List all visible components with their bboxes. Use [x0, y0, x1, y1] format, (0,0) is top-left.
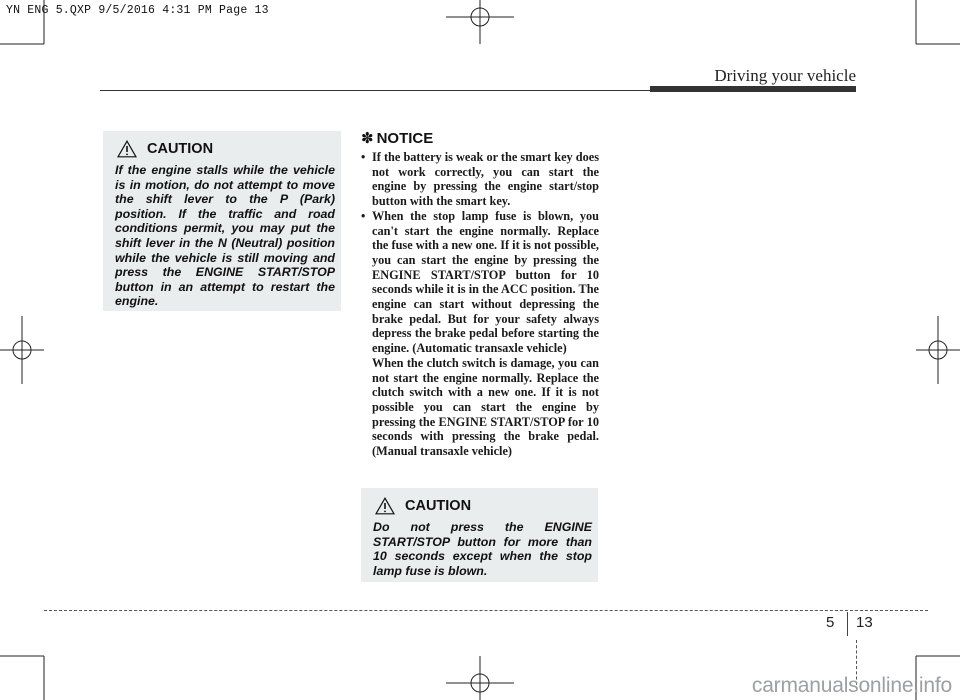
caution-label: CAUTION — [147, 141, 214, 157]
caution-box-stall — [103, 131, 341, 311]
notice-mark: ✽ — [361, 129, 374, 147]
caution-text: If the engine stalls while the vehicle is in motion, do not attempt to move the shift lever to the P (Park) position. If the traffic and road conditions permit, you may put the shift lever in the N (Neutral) position while the vehicle is still moving and press the ENGINE START/STOP button in an attempt to restart the engine. — [115, 163, 335, 309]
page-number-divider — [847, 612, 848, 636]
footer-rule — [44, 610, 928, 611]
bullet: • — [361, 208, 366, 223]
notice-list — [361, 150, 599, 459]
registration-mark-icon — [446, 656, 514, 700]
caution-header — [375, 496, 592, 516]
notice-paragraph: When the stop lamp fuse is blown, you can't start the engine normally. Replace the fuse with a new one. If it is not possible, you can start the engine by pressing the ENGINE START/STOP button for 10 seconds while it is in the ACC position. The engine can start without depressing the brake pedal. But for your safety always depress the brake pedal before starting the engine. (Automatic transaxle vehicle) — [372, 208, 599, 356]
caution-header — [117, 139, 335, 159]
notice-item — [361, 150, 599, 209]
section-number: 5 — [826, 614, 835, 631]
notice-item — [361, 209, 599, 459]
warning-triangle-icon — [375, 497, 395, 515]
page-number: 13 — [856, 614, 873, 631]
header-rule-bar — [650, 86, 856, 92]
header-rule — [100, 90, 650, 91]
registration-mark-icon — [916, 316, 960, 384]
registration-mark-icon — [446, 0, 514, 44]
notice-paragraph: When the clutch switch is damage, you can not start the engine normally. Replace the clutch switch with a new one. If it is not possible you can start the engine by pressing the ENGINE START/STOP for 10 seconds with pressing the brake pedal. (Manual transaxle vehicle) — [372, 355, 599, 459]
notice-paragraph: If the battery is weak or the smart key does not work correctly, you can start the engine by pressing the engine start/stop button with the smart key. — [372, 150, 599, 209]
registration-mark-icon — [0, 316, 44, 384]
caution-text: Do not press the ENGINE START/STOP button for more than 10 seconds except when the stop lamp fuse is blown. — [373, 520, 592, 578]
warning-triangle-icon — [117, 140, 137, 158]
bullet: • — [361, 150, 366, 164]
caution-box-button — [361, 488, 598, 582]
notice-label: NOTICE — [376, 129, 434, 147]
watermark: carmanualsonline.info — [751, 674, 952, 697]
section-title: Driving your vehicle — [714, 66, 856, 85]
notice-header — [361, 128, 599, 148]
caution-label: CAUTION — [405, 498, 472, 514]
notice-section — [361, 128, 599, 459]
print-slug: YN ENG 5.QXP 9/5/2016 4:31 PM Page 13 — [6, 4, 269, 17]
